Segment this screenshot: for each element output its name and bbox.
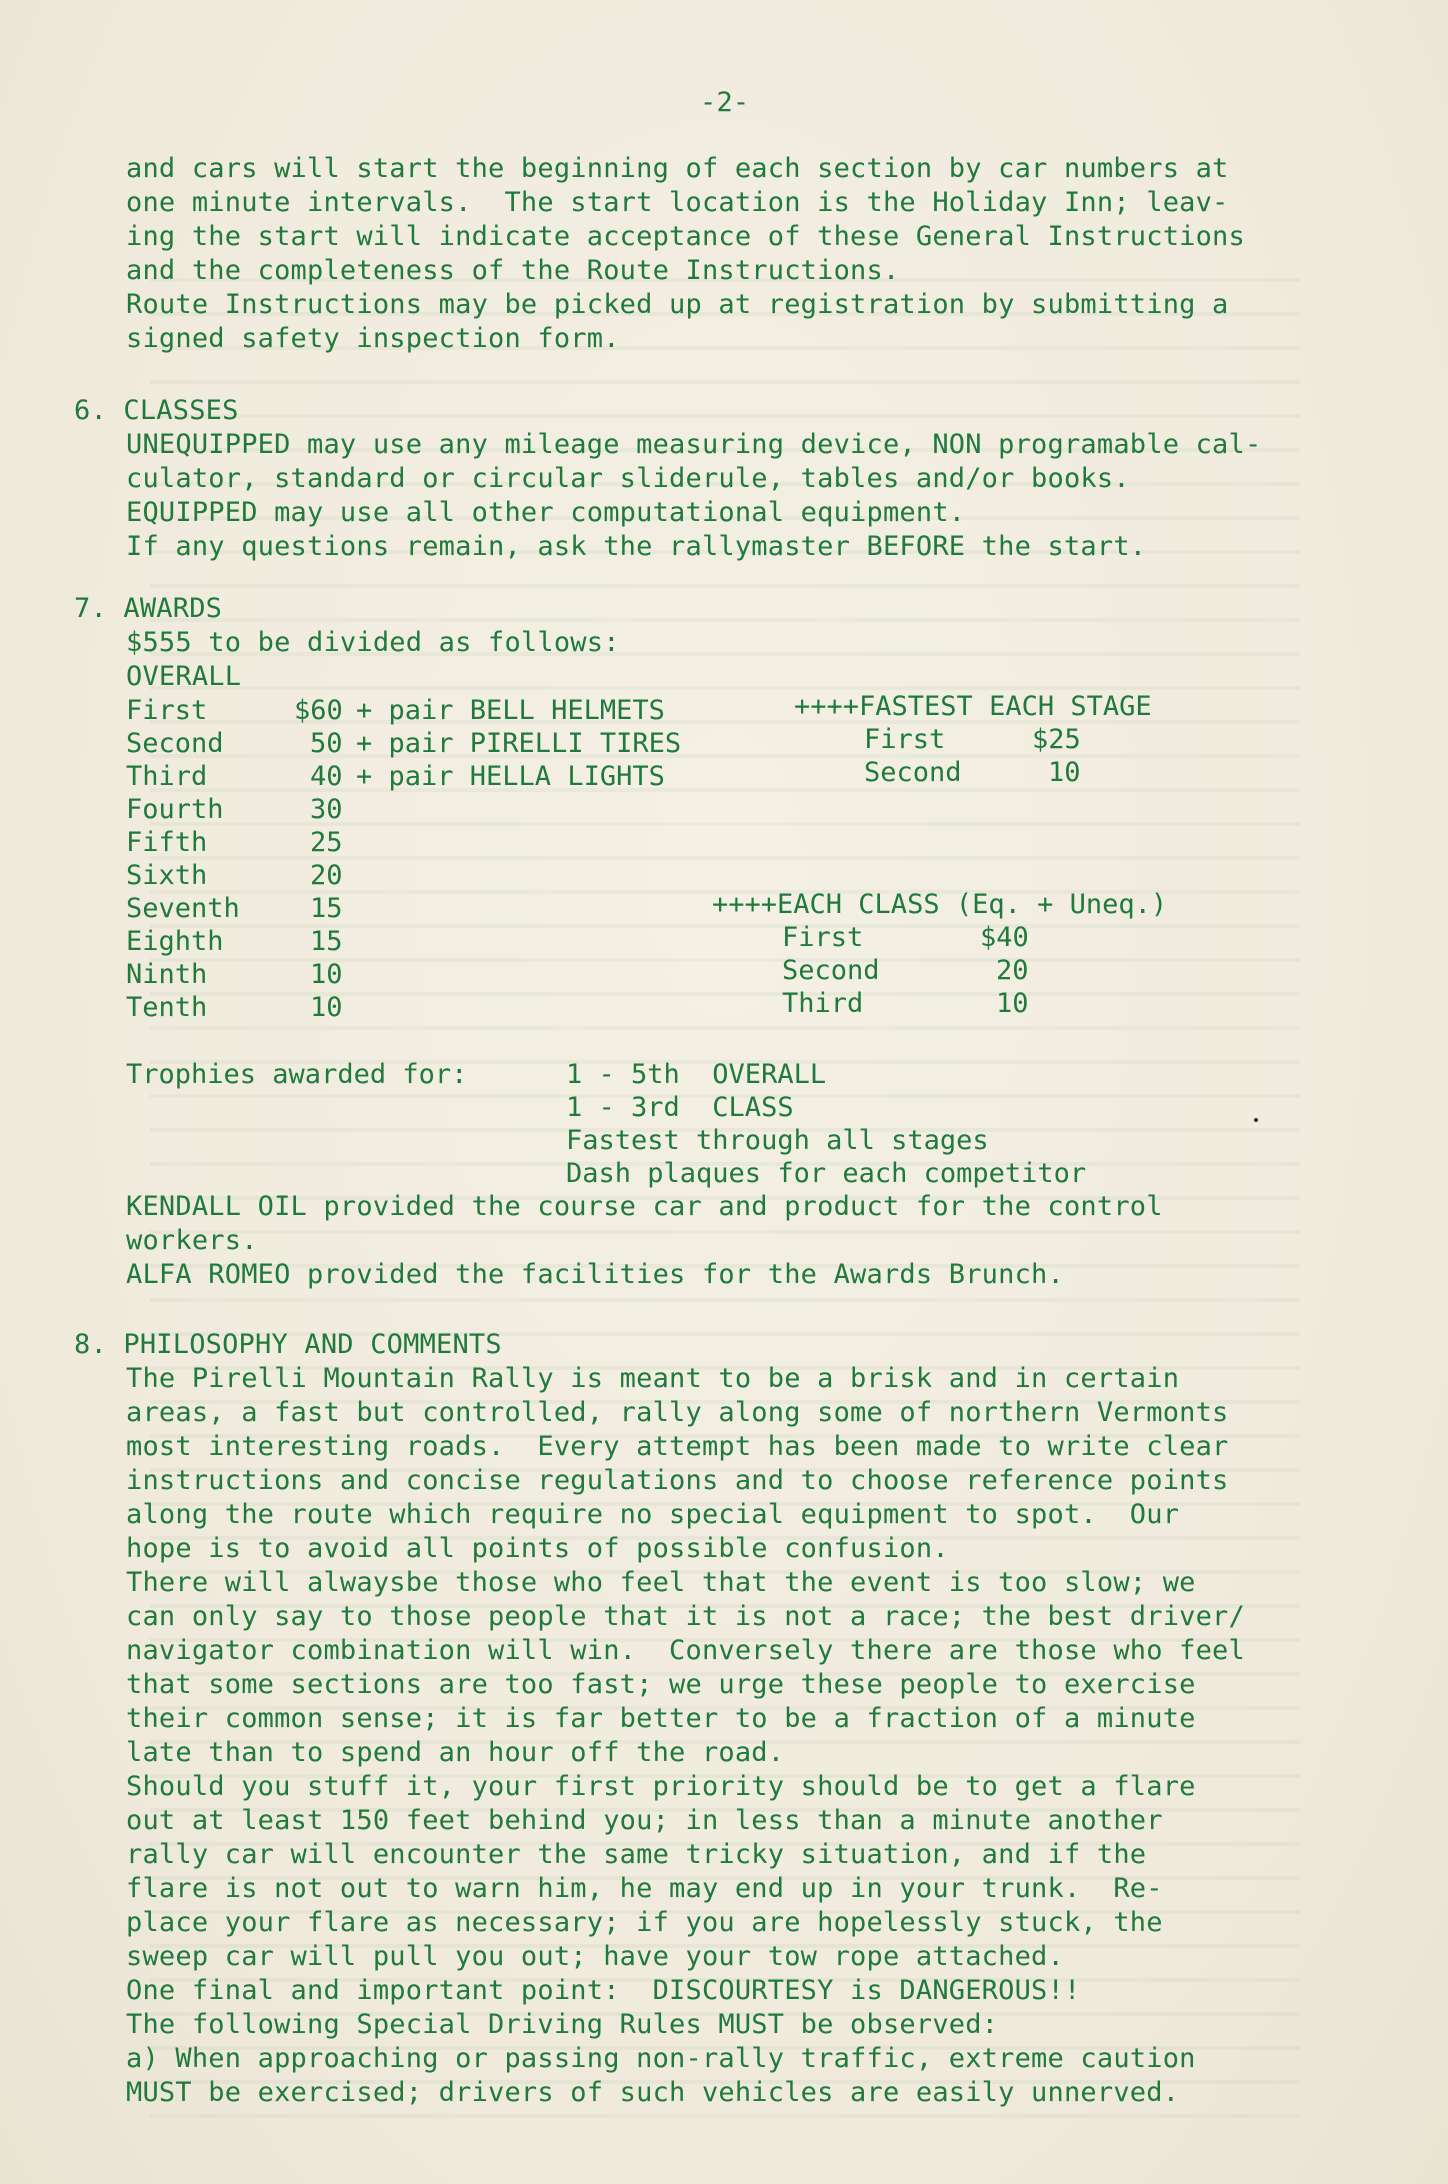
philosophy-line: their common sense; it is far better to be a fraction of a minute [126, 1703, 1196, 1734]
fastest-place: Second [864, 757, 962, 788]
sponsor-line: ALFA ROMEO provided the facilities for the Awards Brunch. [126, 1259, 1064, 1290]
overall-amount: $60 [294, 695, 343, 726]
overall-amount: 10 [310, 959, 343, 990]
overall-extra: + pair PIRELLI TIRES [356, 728, 682, 759]
philosophy-line: One final and important point: DISCOURTESY is DANGEROUS!! [126, 1975, 1081, 2006]
sponsor-line: workers. [126, 1225, 258, 1256]
overall-place: Third [126, 761, 208, 792]
classes-line: If any questions remain, ask the rallymaster BEFORE the start. [126, 531, 1147, 562]
philosophy-line: hope is to avoid all points of possible confusion. [126, 1533, 949, 1564]
intro-line: signed safety inspection form. [126, 323, 620, 354]
fastest-stage-heading: ++++FASTEST EACH STAGE [794, 691, 1152, 722]
class-amount: 20 [996, 955, 1029, 986]
class-amount: $40 [980, 922, 1029, 953]
philosophy-line: Should you stuff it, your first priority should be to get a flare [126, 1771, 1196, 1802]
classes-line: culator, standard or circular sliderule, tables and/or books. [126, 463, 1130, 494]
overall-amount: 50 [310, 728, 343, 759]
overall-amount: 15 [310, 926, 343, 957]
philosophy-line: navigator combination will win. Conversely there are those who feel [126, 1635, 1245, 1666]
classes-line: EQUIPPED may use all other computational equipment. [126, 497, 966, 528]
awards-intro: $555 to be divided as follows: [126, 627, 620, 658]
overall-amount: 20 [310, 860, 343, 891]
philosophy-line: out at least 150 feet behind you; in less than a minute another [126, 1805, 1163, 1836]
trophy-item: Fastest through all stages [566, 1125, 989, 1156]
philosophy-line: that some sections are too fast; we urge these people to exercise [126, 1669, 1196, 1700]
philosophy-line: areas, a fast but controlled, rally along some of northern Vermonts [126, 1397, 1229, 1428]
philosophy-line: There will alwaysbe those who feel that the event is too slow; we [126, 1567, 1196, 1598]
overall-extra: + pair HELLA LIGHTS [356, 761, 665, 792]
overall-place: Seventh [126, 893, 240, 924]
class-place: Second [782, 955, 880, 986]
trophy-item: Dash plaques for each competitor [566, 1158, 1087, 1189]
intro-line: Route Instructions may be picked up at registration by submitting a [126, 289, 1229, 320]
overall-place: Second [126, 728, 224, 759]
philosophy-line: The Pirelli Mountain Rally is meant to be a brisk and in certain [126, 1363, 1180, 1394]
trophy-item: 1 - 3rd CLASS [566, 1092, 794, 1123]
philosophy-line: instructions and concise regulations and to choose reference points [126, 1465, 1229, 1496]
philosophy-line: place your flare as necessary; if you are hopelessly stuck, the [126, 1907, 1163, 1938]
fastest-place: First [864, 724, 946, 755]
overall-extra: + pair BELL HELMETS [356, 695, 665, 726]
intro-line: ing the start will indicate acceptance of these General Instructions [126, 221, 1245, 252]
sponsor-line: KENDALL OIL provided the course car and product for the control [126, 1191, 1163, 1222]
page-number: -2- [700, 87, 750, 118]
philosophy-line: The following Special Driving Rules MUST be observed: [126, 2009, 999, 2040]
overall-place: Eighth [126, 926, 224, 957]
fastest-amount: 10 [1048, 757, 1081, 788]
overall-place: Ninth [126, 959, 208, 990]
intro-line: and the completeness of the Route Instructions. [126, 255, 900, 286]
philosophy-line: flare is not out to warn him, he may end up in your trunk. Re- [126, 1873, 1163, 1904]
philosophy-line: most interesting roads. Every attempt has been made to write clear [126, 1431, 1229, 1462]
ink-speck [1254, 1118, 1258, 1122]
fastest-amount: $25 [1032, 724, 1081, 755]
overall-amount: 25 [310, 827, 343, 858]
philosophy-line: sweep car will pull you out; have your tow rope attached. [126, 1941, 1064, 1972]
overall-amount: 40 [310, 761, 343, 792]
philosophy-line: late than to spend an hour off the road. [126, 1737, 785, 1768]
class-place: Third [782, 988, 864, 1019]
philosophy-line: a) When approaching or passing non-rally traffic, extreme caution [126, 2043, 1196, 2074]
overall-amount: 10 [310, 992, 343, 1023]
philosophy-line: rally car will encounter the same tricky situation, and if the [126, 1839, 1147, 1870]
philosophy-line: along the route which require no special equipment to spot. Our [126, 1499, 1180, 1530]
philosophy-line: MUST be exercised; drivers of such vehicles are easily unnerved. [126, 2077, 1180, 2108]
overall-place: Sixth [126, 860, 208, 891]
intro-line: and cars will start the beginning of each section by car numbers at [126, 153, 1229, 184]
overall-amount: 30 [310, 794, 343, 825]
class-awards-heading: ++++EACH CLASS (Eq. + Uneq.) [712, 889, 1168, 920]
trophy-item: 1 - 5th OVERALL [566, 1059, 827, 1090]
philosophy-line: can only say to those people that it is not a race; the best driver/ [126, 1601, 1245, 1632]
overall-place: Fourth [126, 794, 224, 825]
section-heading-classes: 6. CLASSES [74, 395, 239, 426]
overall-place: Fifth [126, 827, 208, 858]
overall-place: First [126, 695, 208, 726]
intro-line: one minute intervals. The start location is the Holiday Inn; leav- [126, 187, 1229, 218]
class-amount: 10 [996, 988, 1029, 1019]
class-place: First [782, 922, 864, 953]
classes-line: UNEQUIPPED may use any mileage measuring device, NON programable cal- [126, 429, 1262, 460]
section-heading-philosophy: 8. PHILOSOPHY AND COMMENTS [74, 1329, 502, 1360]
section-heading-awards: 7. AWARDS [74, 593, 223, 624]
overall-amount: 15 [310, 893, 343, 924]
overall-place: Tenth [126, 992, 208, 1023]
trophies-label: Trophies awarded for: [126, 1059, 468, 1090]
overall-label: OVERALL [126, 661, 242, 692]
